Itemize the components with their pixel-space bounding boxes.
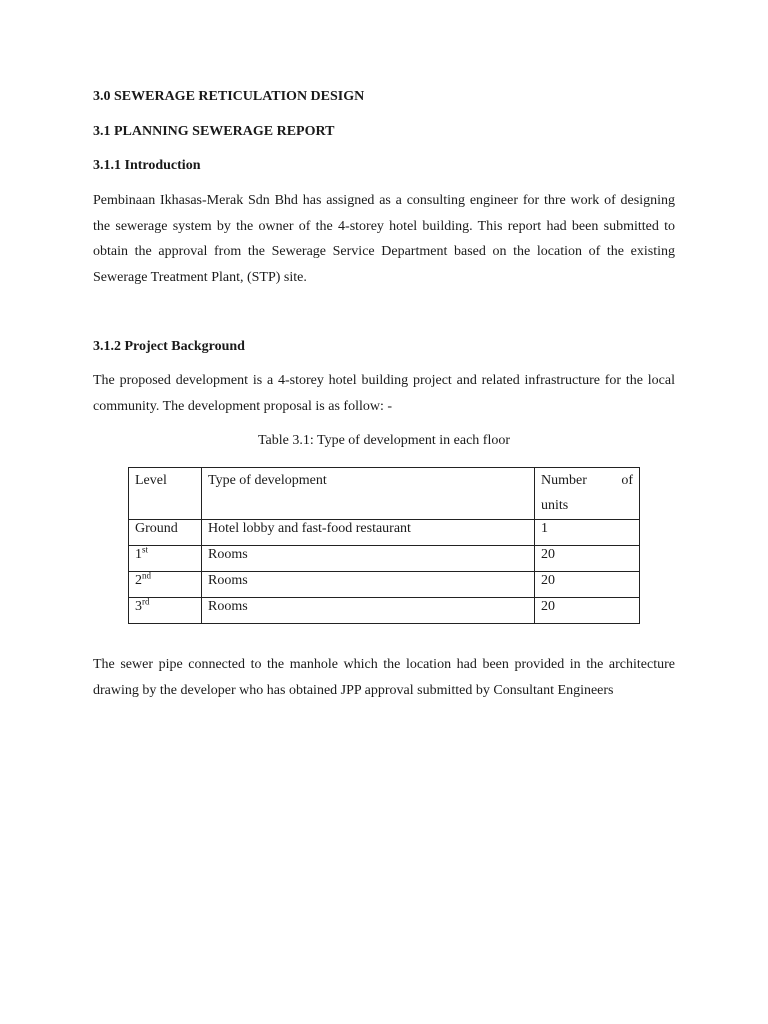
introduction-paragraph: Pembinaan Ikhasas-Merak Sdn Bhd has assigned as a consulting engineer for thre work of designing the sewerage system by the owner of the 4-storey hotel building. This report had been submitted to obtain the approval from the Sewerage Service Department based on the location of the existing Sewerage Treatment Plant, (STP) site. <box>93 193 675 285</box>
cell-units: 20 <box>535 598 640 624</box>
cell-type: Rooms <box>202 572 535 598</box>
cell-level: 1st <box>129 546 202 572</box>
section-heading-main: 3.0 SEWERAGE RETICULATION DESIGN <box>93 89 365 104</box>
cell-level: 2nd <box>129 572 202 598</box>
header-number-of-units <box>535 468 640 520</box>
background-paragraph: The proposed development is a 4-storey hotel building project and related infrastructure for the local community. The development proposal is as follow: - <box>93 373 675 414</box>
cell-units: 1 <box>535 520 640 546</box>
cell-type: Hotel lobby and fast-food restaurant <box>202 520 535 546</box>
cell-units: 20 <box>535 546 640 572</box>
section-heading-project-background: 3.1.2 Project Background <box>93 339 245 354</box>
development-table <box>128 467 640 624</box>
table-row <box>129 598 640 624</box>
header-units-word-units: units <box>541 498 569 513</box>
header-units-word-number: Number <box>541 473 587 488</box>
header-type-of-development: Type of development <box>202 468 535 520</box>
table-caption: Table 3.1: Type of development in each floor <box>257 433 511 448</box>
header-units-word-of: of <box>621 473 633 488</box>
section-heading-report: 3.1 PLANNING SEWERAGE REPORT <box>93 124 335 139</box>
cell-units: 20 <box>535 572 640 598</box>
cell-type: Rooms <box>202 546 535 572</box>
table-row <box>129 572 640 598</box>
table-row <box>129 520 640 546</box>
cell-level: Ground <box>129 520 202 546</box>
cell-type: Rooms <box>202 598 535 624</box>
section-heading-introduction: 3.1.1 Introduction <box>93 158 201 173</box>
header-level: Level <box>129 468 202 520</box>
table-row <box>129 546 640 572</box>
table-header-row <box>129 468 640 520</box>
closing-paragraph: The sewer pipe connected to the manhole which the location had been provided in the architecture drawing by the developer who has obtained JPP approval submitted by Consultant Engineers <box>93 657 675 698</box>
cell-level: 3rd <box>129 598 202 624</box>
